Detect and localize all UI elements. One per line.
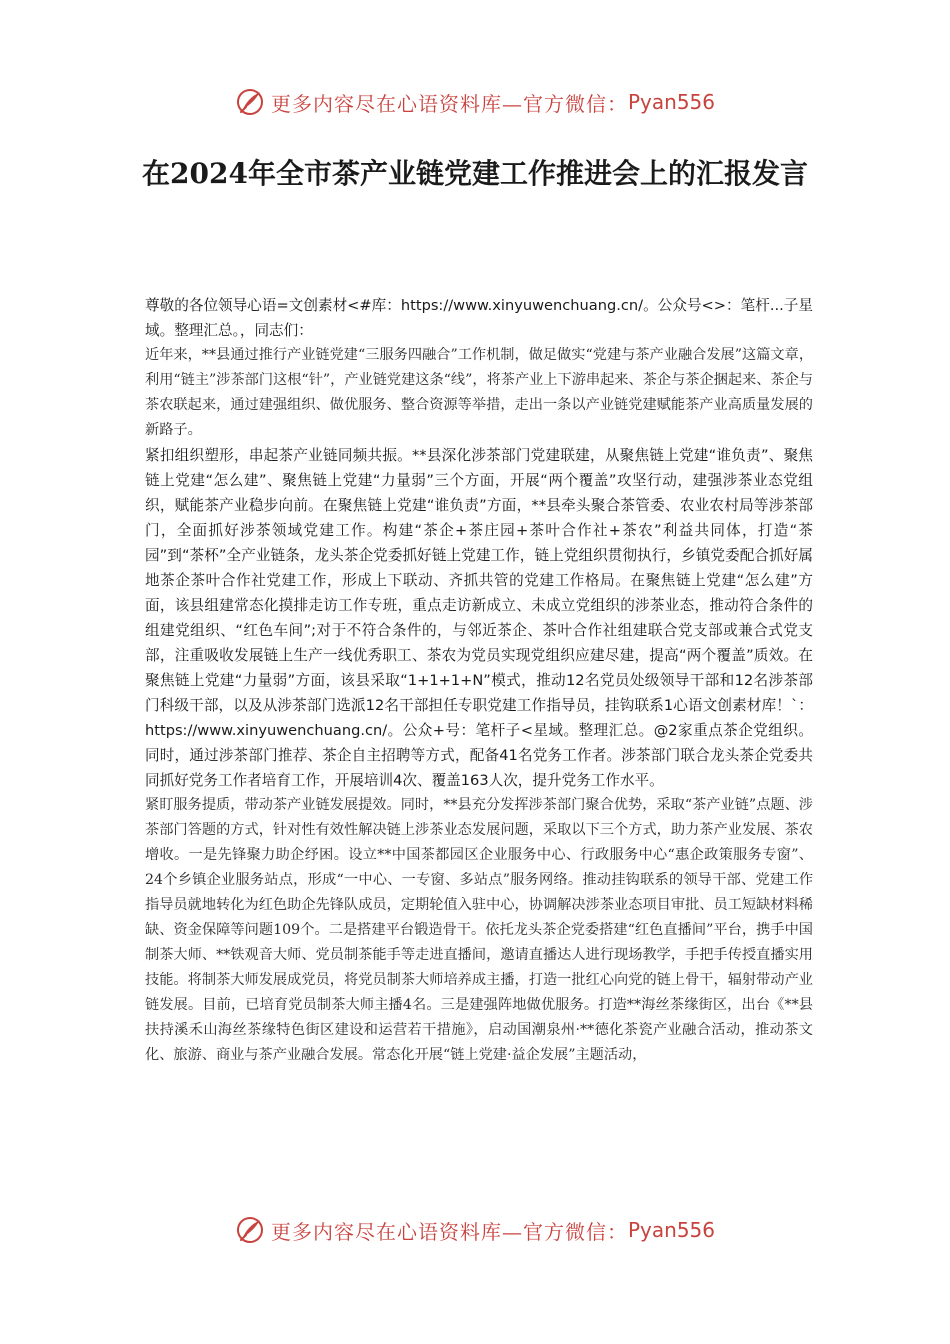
service-paragraph: 紧盯服务提质，带动茶产业链发展提效。同时，**县充分发挥涉茶部门聚合优势，采取“茶产业链”点题、涉茶部门答题的方式，针对性有效性解决链上涉茶业态发展问题，采取以下三个方式，助力茶产业发展、茶农增收。一是先锋聚力助企纾困。设立**中国茶都园区企业服务中心、行政服务中心“惠企政策服务专窗”、24个乡镇企业服务站点，形成“一中心、一专窗、多站点”服务网络。推动挂钩联系的领导干部、党建工作指导员就地转化为红色助企先锋队成员，定期轮值入驻中心，协调解决涉茶业态项目审批、员工短缺材料稀缺、资金保障等问题109个。二是搭建平台锻造骨干。依托龙头茶企党委搭建“红色直播间”平台，携手中国制茶大师、**铁观音大师、党员制茶能手等走进直播间，邀请直播达人进行现场教学，手把手传授直播实用技能。将制茶大师发展成党员，将党员制茶大师培养成主播，打造一批红心向党的链上骨干，辐射带动产业链发展。目前，已培育党员制茶大师主播4名。三是建强阵地做优服务。打造**海丝茶缘街区，出台《**县扶持溪禾山海丝茶缘特色街区建设和运营若干措施》，启动国潮泉州·**德化茶瓷产业融合活动，推动茶文化、旅游、商业与茶产业融合发展。常态化开展“链上党建·益企发展”主题活动， — [145, 797, 814, 1063]
banner-wechat-id: Pyan556 — [627, 90, 715, 114]
banner-text: 更多内容尽在心语资料库—官方微信： — [270, 91, 628, 116]
banner-text: 更多内容尽在心语资料库—官方微信： — [270, 1219, 628, 1244]
document-body — [145, 293, 813, 1068]
organization-paragraph: 紧扣组织塑形，串起茶产业链同频共振。**县深化涉茶部门党建联建，从聚焦链上党建“谁负责”、聚焦链上党建“怎么建”、聚焦链上党建“力量弱”三个方面，开展“两个覆盖”攻坚行动，建强涉茶业态党组织，赋能茶产业稳步向前。在聚焦链上党建“谁负责”方面，**县牵头聚合茶管委、农业农村局等涉茶部门，全面抓好涉茶领域党建工作。构建“茶企+茶庄园+茶叶合作社+茶农”利益共同体，打造“茶园”到“茶杯”全产业链条，龙头茶企党委抓好链上党建工作，链上党组织贯彻执行，乡镇党委配合抓好属地茶企茶叶合作社党建工作，形成上下联动、齐抓共管的党建工作格局。在聚焦链上党建“怎么建”方面，该县组建常态化摸排走访工作专班，重点走访新成立、未成立党组织的涉茶业态，推动符合条件的组建党组织、“红色车间”;对于不符合条件的，与邻近茶企、茶叶合作社组建联合党支部或兼合式党支部，注重吸收发展链上生产一线优秀职工、茶农为党员实现党组织应建尽建，提高“两个覆盖”质效。在聚焦链上党建“力量弱”方面，该县采取“1+1+1+N”模式，推动12名党员处级领导干部和12名涉茶部门科级干部，以及从涉茶部门选派12名干部担任专职党建工作指导员，挂钩联系1心语文创素材库！`：https://www.xinyuwenchuang.cn/。公众+号：笔杆子<星域。整理汇总。@2家重点茶企党组织。同时，通过涉茶部门推荐、茶企自主招聘等方式，配备41名党务工作者。涉茶部门联合龙头茶企党委共同抓好党务工作者培育工作，开展培训4次、覆盖163人次，提升党务工作水平。 — [145, 447, 814, 789]
quill-pen-logo-icon — [235, 87, 265, 117]
document-title: 在2024年全市茶产业链党建工作推进会上的汇报发言 — [142, 157, 808, 190]
banner-wechat-id: Pyan556 — [627, 1218, 715, 1242]
salutation-paragraph: 尊敬的各位领导心语=文创素材<#库：https://www.xinyuwenchuang.cn/。公众号<>：笔杆...子星域。整理汇总。，同志们： — [145, 297, 813, 339]
quill-pen-logo-icon — [235, 1215, 265, 1245]
header-watermark-banner — [0, 82, 950, 122]
intro-paragraph: 近年来，**县通过推行产业链党建“三服务四融合”工作机制，做足做实“党建与茶产业融合发展”这篇文章，利用“链主”涉茶部门这根“针”，产业链党建这条“线”，将茶产业上下游串起来、茶企与茶企捆起来、茶企与茶农联起来，通过建强组织、做优服务、整合资源等举措，走出一条以产业链党建赋能茶产业高质量发展的新路子。 — [145, 347, 814, 438]
footer-watermark-banner — [0, 1210, 950, 1250]
